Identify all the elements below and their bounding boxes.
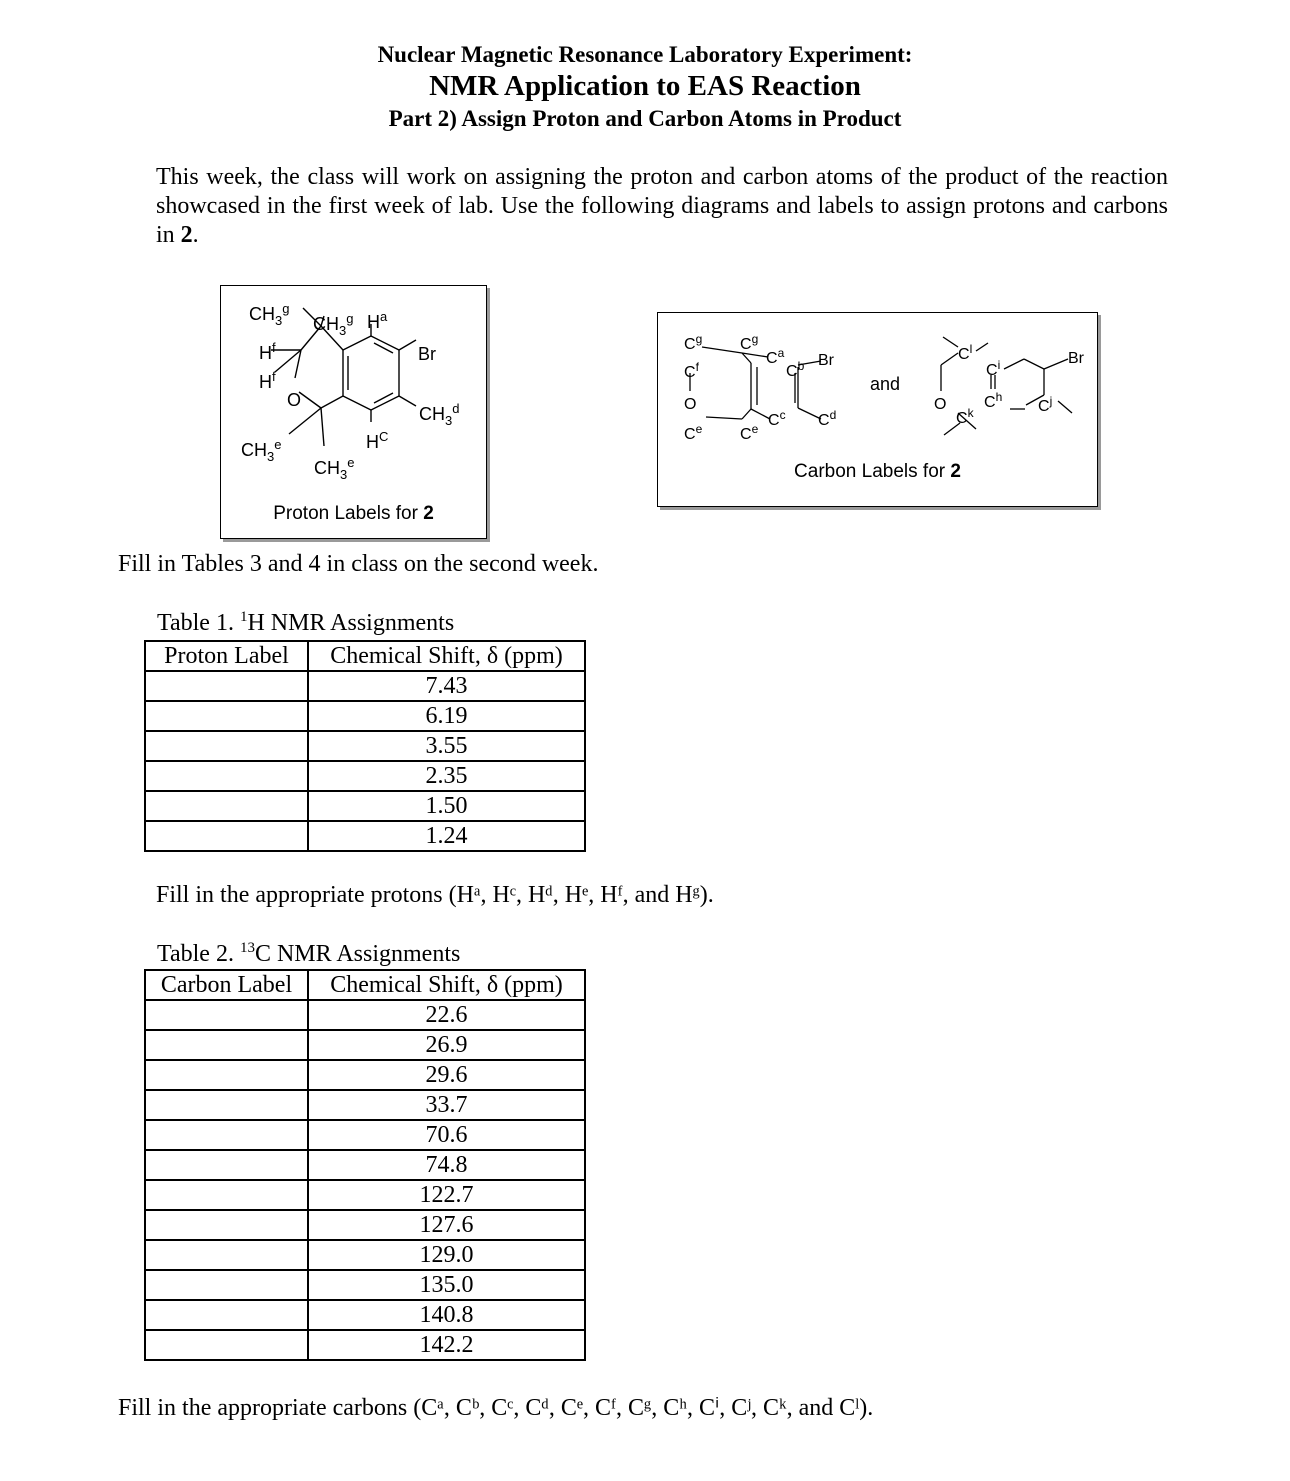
chemical-shift-cell: 2.35 [308, 761, 585, 791]
assignment-label-cell[interactable] [145, 1300, 308, 1330]
carbon-label-cg-1: $C^g$ [684, 332, 703, 353]
assignment-label-cell[interactable] [145, 1090, 308, 1120]
intro-compound: 2 [180, 222, 193, 248]
carbon-label-ca: $C^a$ [766, 346, 785, 367]
table-row [145, 1060, 585, 1090]
chemical-shift-cell: 26.9 [308, 1030, 585, 1060]
table-row [145, 1150, 585, 1180]
assignment-label-cell[interactable] [145, 731, 308, 761]
fill-protons-note: Fill in the appropriate protons (Hᵃ, Hᶜ, Hᵈ, Hᵉ, Hᶠ, and Hᵍ). [156, 882, 714, 908]
assignment-label-cell[interactable] [145, 701, 308, 731]
carbon-label-br-2: Br [1068, 350, 1084, 367]
document-title-line3: Part 2) Assign Proton and Carbon Atoms in Product [388, 106, 902, 131]
assignment-label-cell[interactable] [145, 1120, 308, 1150]
carbon-label-cl: $C^l$ [958, 342, 973, 363]
carbon-diagram-caption: Carbon Labels for 2 [794, 461, 961, 482]
chemical-shift-cell: 142.2 [308, 1330, 585, 1360]
chemical-shift-cell: 129.0 [308, 1240, 585, 1270]
table-row [145, 1210, 585, 1240]
table-row [145, 791, 585, 821]
table-row [145, 821, 585, 851]
table-row [145, 671, 585, 701]
assignment-label-cell[interactable] [145, 1000, 308, 1030]
carbon-label-ci: $C^i$ [986, 358, 1001, 379]
table-row [145, 701, 585, 731]
carbon-label-ce-1: Ce [684, 422, 703, 443]
document-title-line1: Nuclear Magnetic Resonance Laboratory Experiment: [377, 42, 913, 67]
proton-label-oxygen: O [287, 390, 302, 410]
proton-label-ch3d: $CH_3^d$ [419, 401, 460, 428]
table2-carbon-assignments [144, 969, 586, 1361]
chemical-shift-cell: 1.24 [308, 821, 585, 851]
table1-col1-header: Proton Label [145, 641, 308, 671]
proton-diagram-caption: Proton Labels for 2 [273, 503, 434, 524]
table-row [145, 1330, 585, 1360]
table2-col1-header: Carbon Label [145, 970, 308, 1000]
carbon-label-cb: $C^b$ [786, 359, 805, 380]
table-row [145, 1180, 585, 1210]
assignment-label-cell[interactable] [145, 791, 308, 821]
assignment-label-cell[interactable] [145, 1060, 308, 1090]
fill-carbons-note: Fill in the appropriate carbons (Cᵃ, Cᵇ, Cᶜ, Cᵈ, Cᵉ, Cᶠ, Cᵍ, Cʰ, Cⁱ, Cʲ, Cᵏ, and Cˡ). [118, 1395, 874, 1421]
proton-label-ha: $H^a$ [367, 309, 388, 332]
chemical-shift-cell: 1.50 [308, 791, 585, 821]
proton-label-hf-1: $H^f$ [259, 340, 276, 363]
chemical-shift-cell: 3.55 [308, 731, 585, 761]
table-row [145, 1300, 585, 1330]
chemical-shift-cell: 127.6 [308, 1210, 585, 1240]
proton-label-ch3e-2: $CH_3^e$ [314, 455, 355, 482]
carbon-label-oxygen-2: O [934, 396, 947, 413]
proton-structure-drawing [221, 286, 486, 538]
table2-col2-header: Chemical Shift, δ (ppm) [308, 970, 585, 1000]
assignment-label-cell[interactable] [145, 1240, 308, 1270]
table2-header-row [145, 970, 585, 1000]
chemical-shift-cell: 7.43 [308, 671, 585, 701]
table-row [145, 1030, 585, 1060]
assignment-label-cell[interactable] [145, 1330, 308, 1360]
table1-header-row [145, 641, 585, 671]
chemical-shift-cell: 6.19 [308, 701, 585, 731]
document-title-line2: NMR Application to EAS Reaction [429, 70, 861, 102]
chemical-shift-cell: 74.8 [308, 1150, 585, 1180]
table-row [145, 731, 585, 761]
assignment-label-cell[interactable] [145, 1150, 308, 1180]
table1-caption: Table 1. $^1$H NMR Assignments [157, 609, 455, 636]
intro-paragraph [156, 163, 1168, 250]
chemical-shift-cell: 22.6 [308, 1000, 585, 1030]
table-row [145, 1120, 585, 1150]
proton-label-ch3g-1: $CH_3^g$ [249, 301, 290, 328]
carbon-label-ch: $C^h$ [984, 390, 1003, 411]
assignment-label-cell[interactable] [145, 671, 308, 701]
table-row [145, 1270, 585, 1300]
chemical-shift-cell: 33.7 [308, 1090, 585, 1120]
proton-label-ch3e-1: $CH_3^e$ [241, 437, 282, 464]
carbon-label-cd: $C^d$ [818, 408, 837, 429]
carbon-label-ce-2: Ce [740, 422, 759, 443]
assignment-label-cell[interactable] [145, 1180, 308, 1210]
carbon-labels-diagram [657, 312, 1098, 507]
table1-col2-header: Chemical Shift, δ (ppm) [308, 641, 585, 671]
carbon-label-oxygen-1: O [684, 396, 697, 413]
proton-label-hf-2: $H^f$ [259, 369, 276, 392]
carbon-label-cc: $C^c$ [768, 408, 786, 429]
assignment-label-cell[interactable] [145, 1030, 308, 1060]
table-row [145, 1000, 585, 1030]
assignment-label-cell[interactable] [145, 761, 308, 791]
proton-label-ch3g-2: $CH_3^g$ [313, 311, 354, 338]
intro-text: This week, the class will work on assigning the proton and carbon atoms of the product of the reaction showcased in the first week of lab. Use the following diagrams and labels to assign protons and carbons in [156, 164, 1168, 248]
assignment-label-cell[interactable] [145, 1270, 308, 1300]
assignment-label-cell[interactable] [145, 1210, 308, 1240]
table1-proton-assignments [144, 640, 586, 852]
carbon-and-word: and [870, 374, 901, 394]
chemical-shift-cell: 70.6 [308, 1120, 585, 1150]
assignment-label-cell[interactable] [145, 821, 308, 851]
carbon-label-cj: $C^j$ [1038, 394, 1053, 415]
proton-label-br: Br [418, 344, 436, 364]
chemical-shift-cell: 135.0 [308, 1270, 585, 1300]
table-row [145, 761, 585, 791]
table2-caption: Table 2. $^{13}$C NMR Assignments [157, 940, 461, 967]
chemical-shift-cell: 122.7 [308, 1180, 585, 1210]
chemical-shift-cell: 29.6 [308, 1060, 585, 1090]
carbon-label-cf: $C^f$ [684, 360, 699, 381]
table-row [145, 1090, 585, 1120]
carbon-label-br-1: Br [818, 352, 834, 369]
table-row [145, 1240, 585, 1270]
fill-tables-note: Fill in Tables 3 and 4 in class on the second week. [118, 551, 599, 577]
proton-labels-diagram [220, 285, 487, 539]
intro-end: . [192, 222, 199, 248]
chemical-shift-cell: 140.8 [308, 1300, 585, 1330]
proton-label-hc: $H^C$ [366, 429, 389, 452]
carbon-label-ck: $C^k$ [956, 406, 974, 427]
carbon-label-cg-2: $C^g$ [740, 332, 759, 353]
